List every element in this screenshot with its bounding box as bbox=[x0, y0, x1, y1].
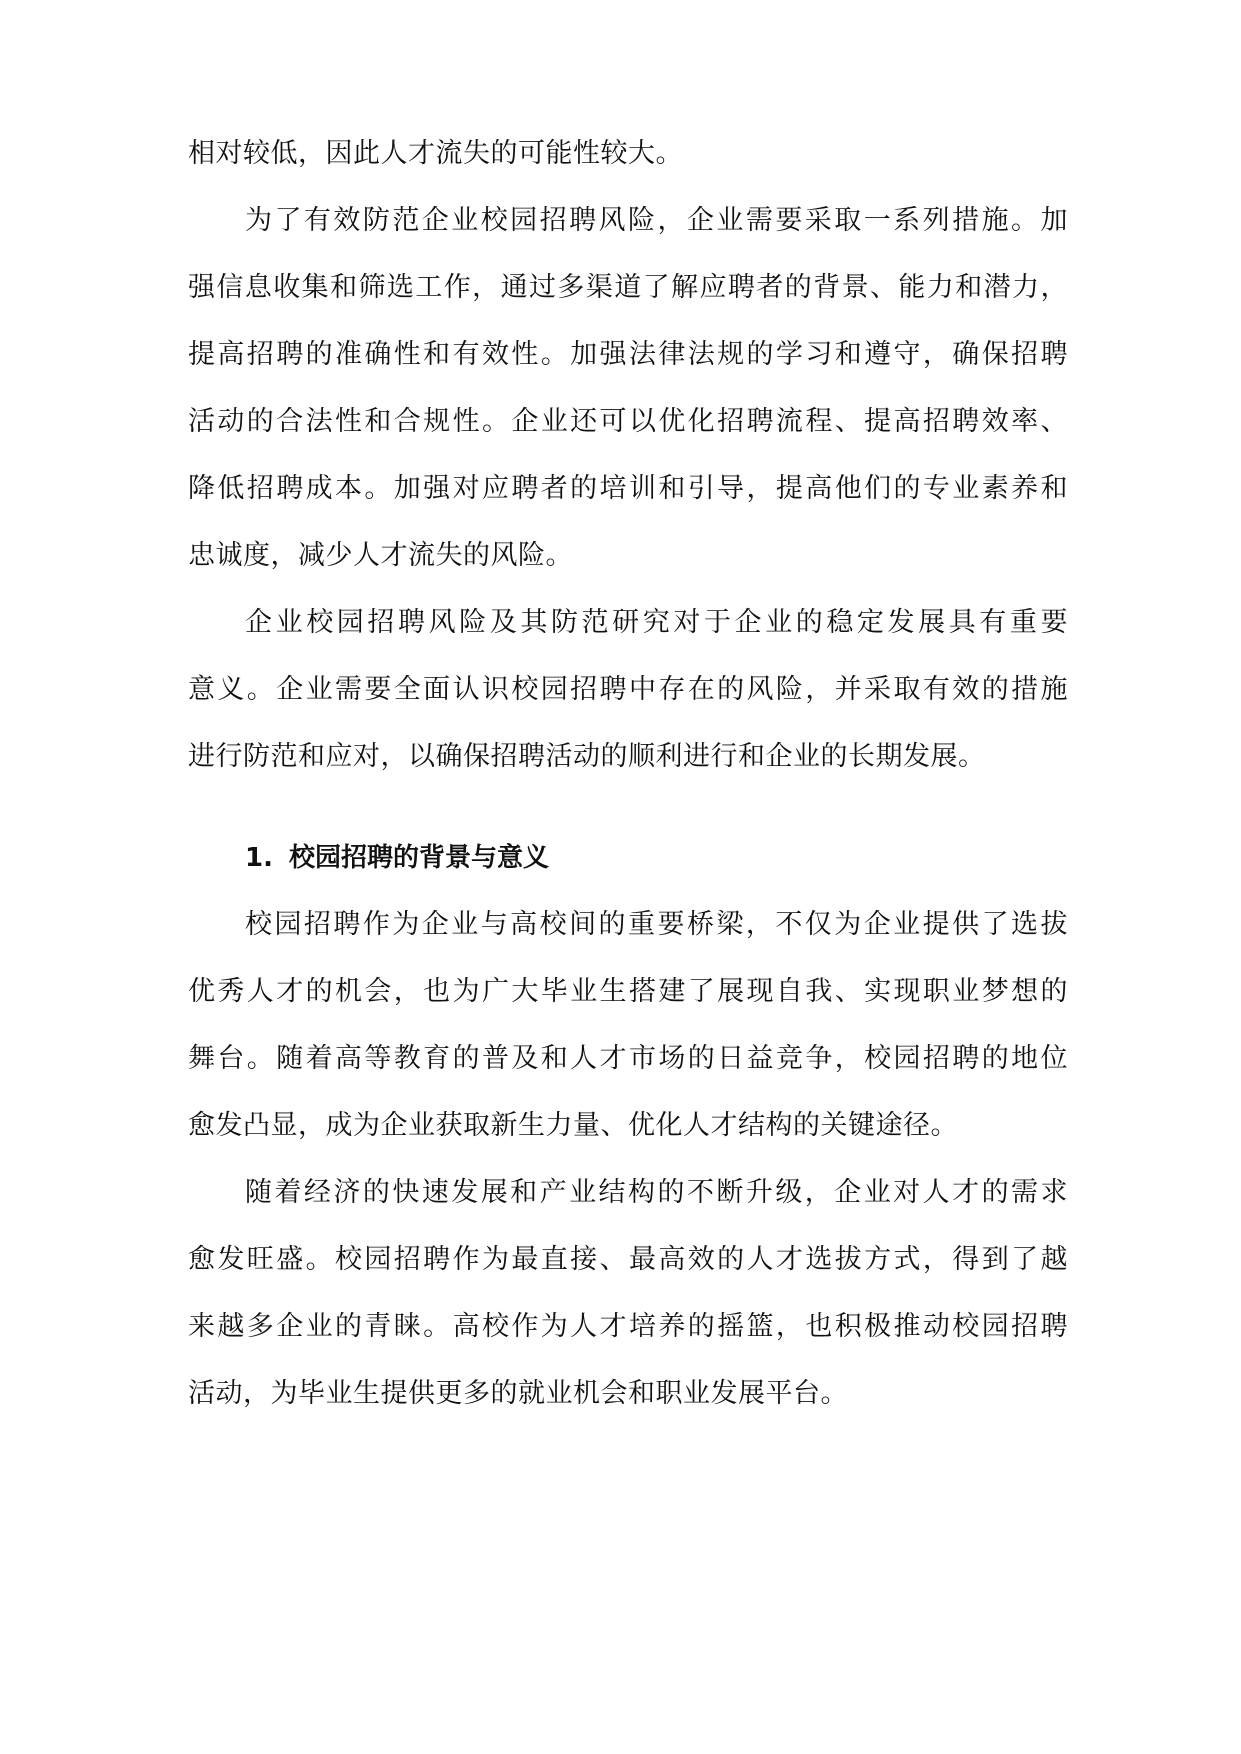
paragraph-line: 随着经济的快速发展和产业结构的不断升级，企业对人才的需求 bbox=[245, 1177, 1068, 1208]
paragraph-line: 进行防范和应对，以确保招聘活动的顺利进行和企业的长期发展。 bbox=[188, 741, 986, 772]
paragraph-line: 校园招聘作为企业与高校间的重要桥梁，不仅为企业提供了选拔 bbox=[245, 909, 1068, 940]
paragraph-line: 活动，为毕业生提供更多的就业机会和职业发展平台。 bbox=[188, 1378, 848, 1409]
paragraph-line: 意义。企业需要全面认识校园招聘中存在的风险，并采取有效的措施 bbox=[188, 674, 1068, 705]
paragraph-line: 相对较低，因此人才流失的可能性较大。 bbox=[188, 138, 683, 169]
paragraph-line: 愈发旺盛。校园招聘作为最直接、最高效的人才选拔方式，得到了越 bbox=[188, 1244, 1068, 1275]
section-number: 1. bbox=[245, 843, 273, 873]
paragraph-line: 提高招聘的准确性和有效性。加强法律法规的学习和遵守，确保招聘 bbox=[188, 339, 1068, 370]
paragraph-line: 企业校园招聘风险及其防范研究对于企业的稳定发展具有重要 bbox=[245, 607, 1068, 638]
paragraph-line: 强信息收集和筛选工作，通过多渠道了解应聘者的背景、能力和潜力， bbox=[188, 272, 1068, 303]
paragraph-line: 优秀人才的机会，也为广大毕业生搭建了展现自我、实现职业梦想的 bbox=[188, 976, 1068, 1007]
paragraph-line: 为了有效防范企业校园招聘风险，企业需要采取一系列措施。加 bbox=[245, 205, 1068, 236]
section-heading bbox=[245, 841, 1045, 875]
paragraph-line: 愈发凸显，成为企业获取新生力量、优化人才结构的关键途径。 bbox=[188, 1110, 958, 1141]
paragraph-line: 来越多企业的青睐。高校作为人才培养的摇篮，也积极推动校园招聘 bbox=[188, 1311, 1068, 1342]
paragraph-line: 活动的合法性和合规性。企业还可以优化招聘流程、提高招聘效率、 bbox=[188, 406, 1068, 437]
paragraph-line: 忠诚度，减少人才流失的风险。 bbox=[188, 540, 573, 571]
paragraph-line: 降低招聘成本。加强对应聘者的培训和引导，提高他们的专业素养和 bbox=[188, 473, 1068, 504]
paragraph-line: 舞台。随着高等教育的普及和人才市场的日益竞争，校园招聘的地位 bbox=[188, 1043, 1068, 1074]
section-title: 校园招聘的背景与意义 bbox=[289, 843, 550, 873]
